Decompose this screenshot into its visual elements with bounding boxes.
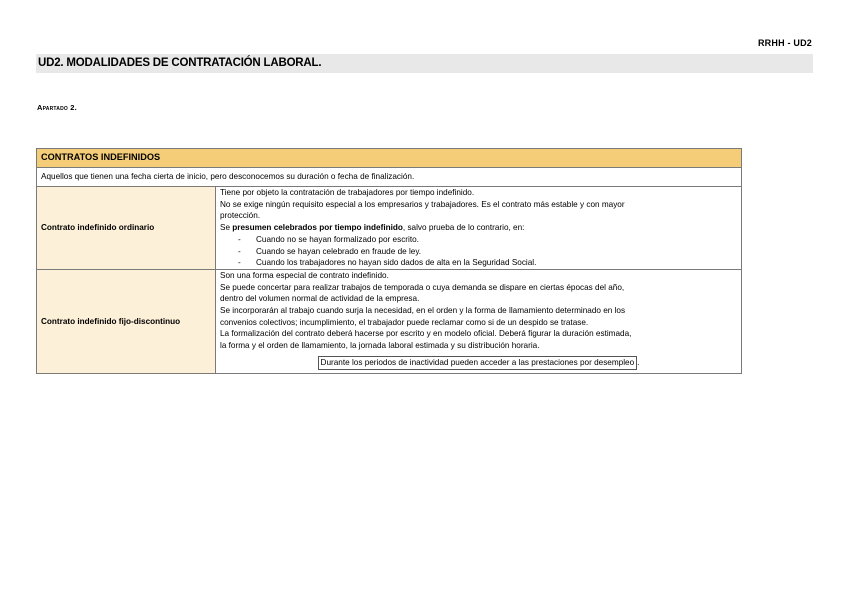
presumption-line — [220, 222, 737, 234]
detail-line: dentro del volumen normal de actividad de la empresa. — [220, 294, 420, 304]
detail-line: La formalización del contrato deberá hacerse por escrito y en modelo oficial. Deberá figurar la duración estimada, — [220, 329, 632, 339]
detail-line: Se incorporarán al trabajo cuando surja la necesidad, en el orden y la forma de llamamiento determinado en los — [220, 306, 626, 316]
table-row — [37, 269, 742, 373]
presumption-suffix: , salvo prueba de lo contrario, en: — [402, 223, 525, 233]
dash-bullet-icon: - — [238, 246, 241, 256]
table-description-row — [37, 168, 742, 187]
boxed-note-wrapper — [220, 352, 737, 373]
contract-details-fixed-discontinuous — [216, 269, 742, 373]
list-item: - Cuando no se hayan formalizado por escrito. — [238, 234, 419, 244]
table-row — [37, 187, 742, 270]
detail-line: Son una forma especial de contrato indefinido. — [220, 270, 389, 280]
contract-type-fixed-discontinuous: Contrato indefinido fijo-discontinuo — [37, 269, 216, 373]
detail-line: la forma y el orden de llamamiento, la jornada laboral estimada y su distribución horaria. — [220, 341, 540, 351]
section-label: Apartado 2. — [37, 103, 77, 112]
table-description: Aquellos que tienen una fecha cierta de inicio, pero desconocemos su duración o fecha de finalización. — [37, 168, 742, 187]
detail-line: Tiene por objeto la contratación de trabajadores por tiempo indefinido. — [220, 188, 475, 197]
table-heading: CONTRATOS INDEFINIDOS — [37, 149, 742, 168]
boxed-note: Durante los periodos de inactividad pueden acceder a las prestaciones por desempleo — [318, 356, 638, 370]
dash-bullet-icon: - — [238, 258, 241, 268]
contracts-table — [36, 148, 742, 374]
list-item: - Cuando los trabajadores no hayan sido dados de alta en la Seguridad Social. — [238, 258, 537, 268]
detail-line: No se exige ningún requisito especial a los empresarios y trabajadores. Es el contrato más estable y con mayor — [220, 199, 625, 209]
detail-line: convenios colectivos; incumplimiento, el trabajador puede reclamar como si de un despido se tratase. — [220, 317, 589, 327]
contract-details-ordinary — [216, 187, 742, 270]
boxed-note-suffix: . — [637, 357, 640, 367]
list-item: - Cuando se hayan celebrado en fraude de ley. — [238, 246, 422, 256]
table-heading-row — [37, 149, 742, 168]
contract-type-ordinary: Contrato indefinido ordinario — [37, 187, 216, 270]
presumption-bold: presumen celebrados por tiempo indefinido — [232, 223, 403, 233]
detail-line: protección. — [220, 211, 261, 221]
document-header-label: RRHH - UD2 — [757, 38, 812, 48]
dash-bullet-icon: - — [238, 234, 241, 244]
presumption-prefix: Se — [220, 223, 233, 233]
unit-title: UD2. MODALIDADES DE CONTRATACIÓN LABORAL. — [36, 54, 813, 73]
detail-line: Se puede concertar para realizar trabajos de temporada o cuya demanda se dispare en ciertas épocas del año, — [220, 282, 625, 292]
